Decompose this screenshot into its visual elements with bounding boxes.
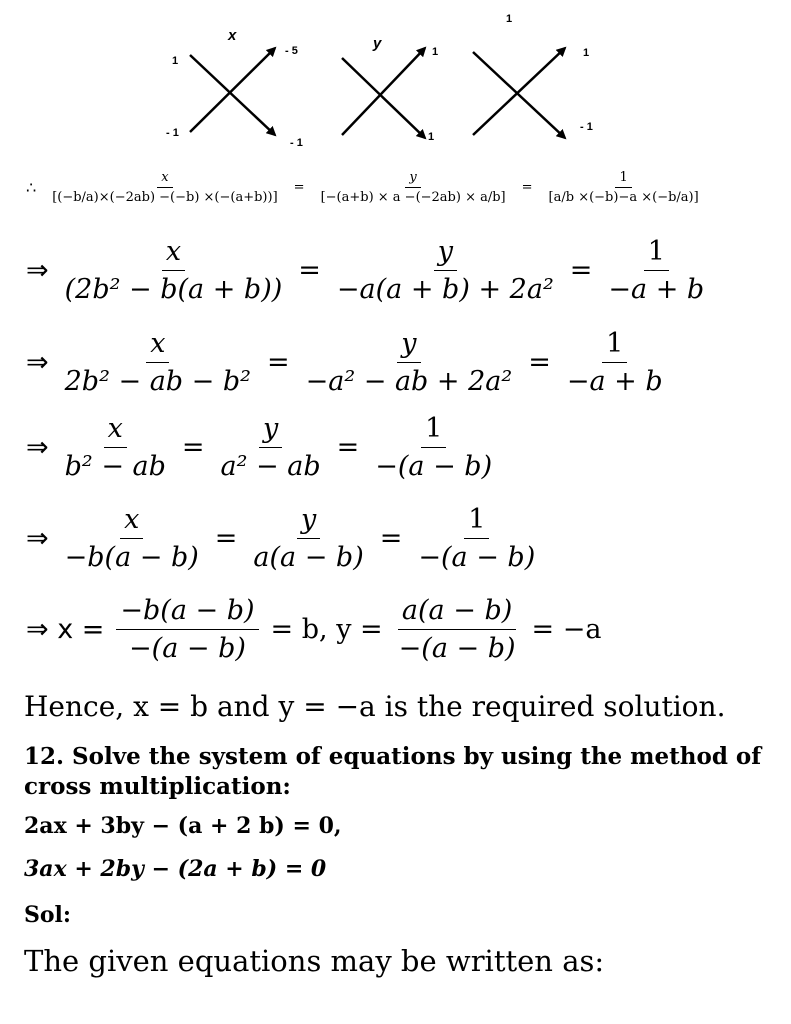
diagram-label-y: y — [373, 35, 382, 52]
question-12-heading: 12. Solve the system of equations by using the method of cross multiplication: — [24, 743, 762, 800]
equals-sign: = — [266, 347, 290, 378]
diagram-c3-br: - 1 — [580, 121, 593, 133]
fraction — [545, 170, 703, 205]
conclusion-text: Hence, x = b and y = −a is the required solution. — [24, 690, 726, 723]
cross-multiplication-diagram — [0, 0, 791, 160]
fraction-numerator: x — [157, 170, 172, 188]
fraction-denominator: [(−b/a)×(−2ab) −(−b) ×(−(a+b))] — [52, 190, 278, 205]
fraction-denominator: a² − ab — [220, 451, 321, 482]
fraction — [563, 328, 667, 397]
fraction-numerator: y — [297, 504, 320, 539]
cross-2 — [342, 48, 425, 138]
diagram-c1-br: - 1 — [290, 137, 303, 149]
fraction — [395, 595, 520, 664]
fraction-numerator: y — [434, 236, 457, 271]
diagram-c1-tr: - 5 — [285, 45, 298, 57]
implies-x-equals: ⇒ x = — [26, 614, 105, 645]
equals-sign: = — [569, 255, 593, 286]
equals-sign: = — [336, 432, 360, 463]
fraction — [116, 595, 258, 664]
fraction-denominator: [a/b ×(−b)−a ×(−b/a)] — [548, 190, 699, 205]
diagram-label-one: 1 — [506, 13, 513, 25]
fraction-numerator: 1 — [464, 504, 489, 539]
fraction-numerator: 1 — [615, 170, 631, 188]
equals-sign: = — [528, 347, 551, 378]
fraction-numerator: x — [146, 328, 169, 363]
fraction-denominator: 2b² − ab − b² — [64, 366, 251, 397]
fraction-numerator: x — [104, 413, 127, 448]
equals-sign: = — [293, 180, 305, 195]
sol-label: Sol: — [24, 902, 72, 928]
cross-3 — [473, 48, 565, 138]
fraction-denominator: a(a − b) — [253, 542, 364, 573]
fraction-denominator: −a + b — [608, 274, 705, 305]
equation-step-6 — [26, 595, 607, 664]
diagram-c2-br: 1 — [428, 131, 435, 143]
fraction-denominator: [−(a+b) × a −(−2ab) × a/b] — [320, 190, 506, 205]
equation-step-2 — [26, 236, 714, 305]
fraction — [249, 504, 367, 573]
diagram-c3-tr: 1 — [583, 47, 590, 59]
fraction — [371, 413, 496, 482]
fraction — [217, 413, 325, 482]
fraction-numerator: 1 — [421, 413, 446, 448]
fraction-denominator: −a(a + b) + 2a² — [336, 274, 554, 305]
fraction-denominator: −a + b — [566, 366, 663, 397]
equals-sign: = — [521, 180, 533, 195]
fraction — [61, 328, 255, 397]
equation-2: 3ax + 2by − (2a + b) = 0 — [24, 856, 327, 882]
equals-minus-a: = −a — [531, 614, 602, 645]
fraction-denominator: −(a − b) — [129, 633, 246, 664]
fraction-numerator: x — [120, 504, 143, 539]
fraction — [414, 504, 539, 573]
implies-symbol: ⇒ — [26, 432, 49, 463]
fraction-denominator: −(a − b) — [418, 542, 536, 573]
implies-symbol: ⇒ — [26, 255, 49, 286]
fraction-denominator: b² − ab — [64, 451, 166, 482]
given-equations-text: The given equations may be written as: — [24, 944, 605, 978]
equation-step-5 — [26, 504, 545, 573]
equation-step-1 — [26, 170, 709, 205]
equation-step-4 — [26, 413, 502, 482]
fraction-numerator: y — [397, 328, 420, 363]
fraction-numerator: x — [162, 236, 185, 271]
equals-sign: = — [181, 432, 205, 463]
equation-step-3 — [26, 328, 673, 397]
diagram-c1-tl: 1 — [172, 55, 179, 67]
diagram-label-x: x — [228, 27, 237, 44]
fraction — [333, 236, 558, 305]
implies-symbol: ⇒ — [26, 347, 49, 378]
implies-symbol: ⇒ — [26, 523, 49, 554]
therefore-symbol: ∴ — [26, 178, 37, 197]
fraction-numerator: y — [405, 170, 420, 188]
diagram-c1-bl: - 1 — [166, 127, 179, 139]
equals-sign: = — [298, 255, 321, 286]
fraction-denominator: −(a − b) — [375, 451, 493, 482]
fraction-numerator: −b(a − b) — [116, 595, 258, 630]
fraction-numerator: a(a − b) — [398, 595, 516, 630]
fraction-denominator: −(a − b) — [398, 633, 516, 664]
fraction-denominator: −a² − ab + 2a² — [305, 366, 513, 397]
cross-1 — [190, 48, 275, 135]
fraction-denominator: −b(a − b) — [64, 542, 199, 573]
fraction-denominator: (2b² − b(a + b)) — [64, 274, 283, 305]
diagram-c2-tr: 1 — [432, 46, 439, 58]
fraction — [48, 170, 281, 205]
fraction — [604, 236, 708, 305]
fraction — [61, 504, 203, 573]
fraction — [61, 236, 287, 305]
fraction — [317, 170, 510, 205]
fraction — [302, 328, 517, 397]
equals-sign: = — [214, 523, 238, 554]
fraction-numerator: 1 — [602, 328, 627, 363]
fraction-numerator: 1 — [644, 236, 669, 271]
equation-1: 2ax + 3by − (a + 2 b) = 0, — [24, 813, 342, 839]
fraction-numerator: y — [259, 413, 282, 448]
fraction — [61, 413, 170, 482]
equals-sign: = — [379, 523, 403, 554]
b-y-equals: = b, y = — [270, 614, 383, 645]
